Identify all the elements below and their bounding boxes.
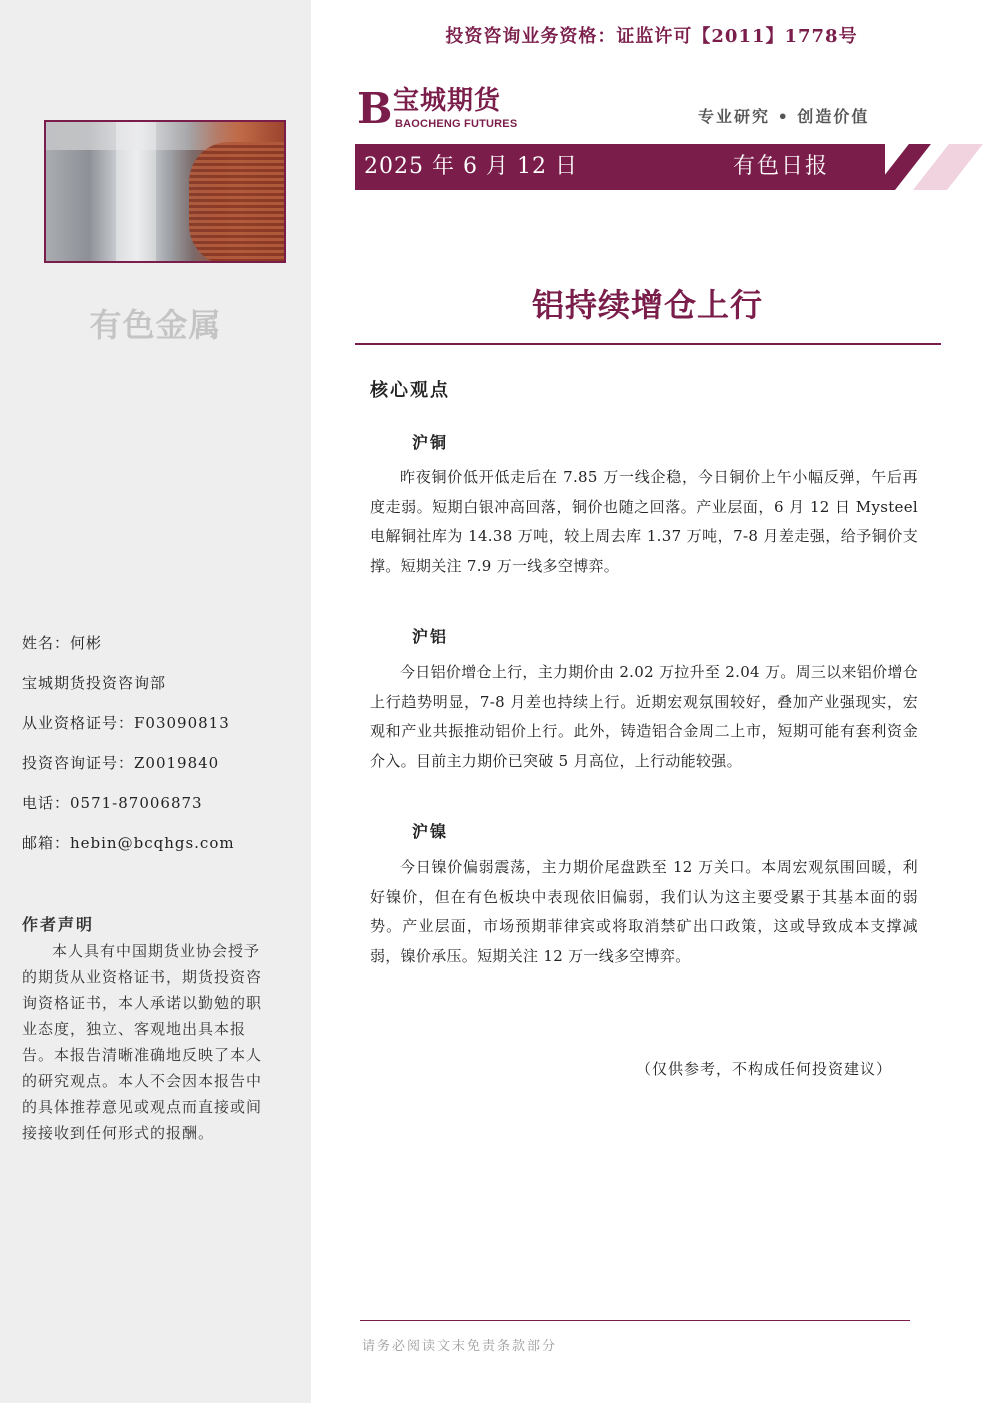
company-logo — [357, 86, 527, 134]
report-title: 铝持续增仓上行 — [531, 286, 763, 324]
section-heading-copper: 沪铜 — [412, 433, 449, 452]
consulting-license: 投资咨询证号：Z0019840 — [22, 754, 220, 772]
department: 宝城期货投资咨询部 — [22, 674, 167, 692]
sidebar — [0, 0, 311, 1403]
practice-license: 从业资格证号：F03090813 — [22, 714, 230, 732]
section-body-aluminum: 今日铝价增仓上行，主力期价由 2.02 万拉升至 2.04 万。周三以来铝价增仓上行趋势明显，7-8 月差也持续上行。近期宏观氛围较好，叠加产业强现实，宏观和产业共振推动铝价上行。此外，铸造铝合金周二上市，短期可能有套利资金介入。目前主力期价已突破 5 月高位，上行动能较强。 — [370, 663, 918, 770]
copper-coil-image — [189, 142, 284, 263]
logo-name-cn: 宝城期货 — [393, 86, 502, 116]
email[interactable]: 邮箱：hebin@bcqhgs.com — [22, 834, 235, 852]
report-date: 2025 年 6 月 12 日 — [364, 154, 578, 179]
slogan: 专业研究 • 创造价值 — [698, 107, 870, 126]
logo-name-en: BAOCHENG FUTURES — [395, 118, 518, 130]
core-heading: 核心观点 — [370, 380, 450, 401]
section-body-nickel: 今日镍价偏弱震荡，主力期价尾盘跌至 12 万关口。本周宏观氛围回暖，利好镍价，但在有色板块中表现依旧偏弱，我们认为这主要受累于其基本面的弱势。产业层面，市场预期菲律宾或将取消禁矿出口政策，这或导致成本支撑减弱，镍价承压。短期关注 12 万一线多空博弈。 — [370, 858, 918, 965]
section-body-copper: 昨夜铜价低开低走后在 7.85 万一线企稳，今日铜价上午小幅反弹，午后再度走弱。短期白银冲高回落，铜价也随之回落。产业层面，6 月 12 日 Mysteel 电解铜社库为 14.38 万吨，较上周去库 1.37 万吨，7-8 月差走强，给予铜价支撑。短期关注 7.9 万一线多空博弈。 — [370, 468, 918, 575]
declaration-body: 本人具有中国期货业协会授予的期货从业资格证书，期货投资咨询资格证书，本人承诺以勤勉的职业态度，独立、客观地出具本报告。本报告清晰准确地反映了本人的研究观点。本人不会因本报告中的具体推荐意见或观点而直接或间接接收到任何形式的报酬。 — [22, 942, 263, 1142]
footer-note: 请务必阅读文末免责条款部分 — [362, 1339, 558, 1354]
declaration-title: 作者声明 — [22, 915, 95, 934]
date-banner — [355, 144, 940, 190]
title-divider — [355, 343, 941, 345]
section-heading-nickel: 沪镍 — [412, 822, 449, 841]
disclaimer: （仅供参考，不构成任何投资建议） — [636, 1060, 893, 1078]
sector-label: 有色金属 — [89, 306, 222, 344]
phone: 电话：0571-87006873 — [22, 794, 203, 812]
section-heading-aluminum: 沪铝 — [412, 627, 449, 646]
analyst-name: 姓名：何彬 — [22, 634, 103, 652]
logo-mark-icon: B — [357, 84, 393, 133]
license-line: 投资咨询业务资格：证监许可【2011】1778号 — [445, 26, 858, 47]
report-type: 有色日报 — [733, 154, 830, 179]
footer-divider — [360, 1320, 910, 1321]
cover-photo — [44, 120, 286, 263]
